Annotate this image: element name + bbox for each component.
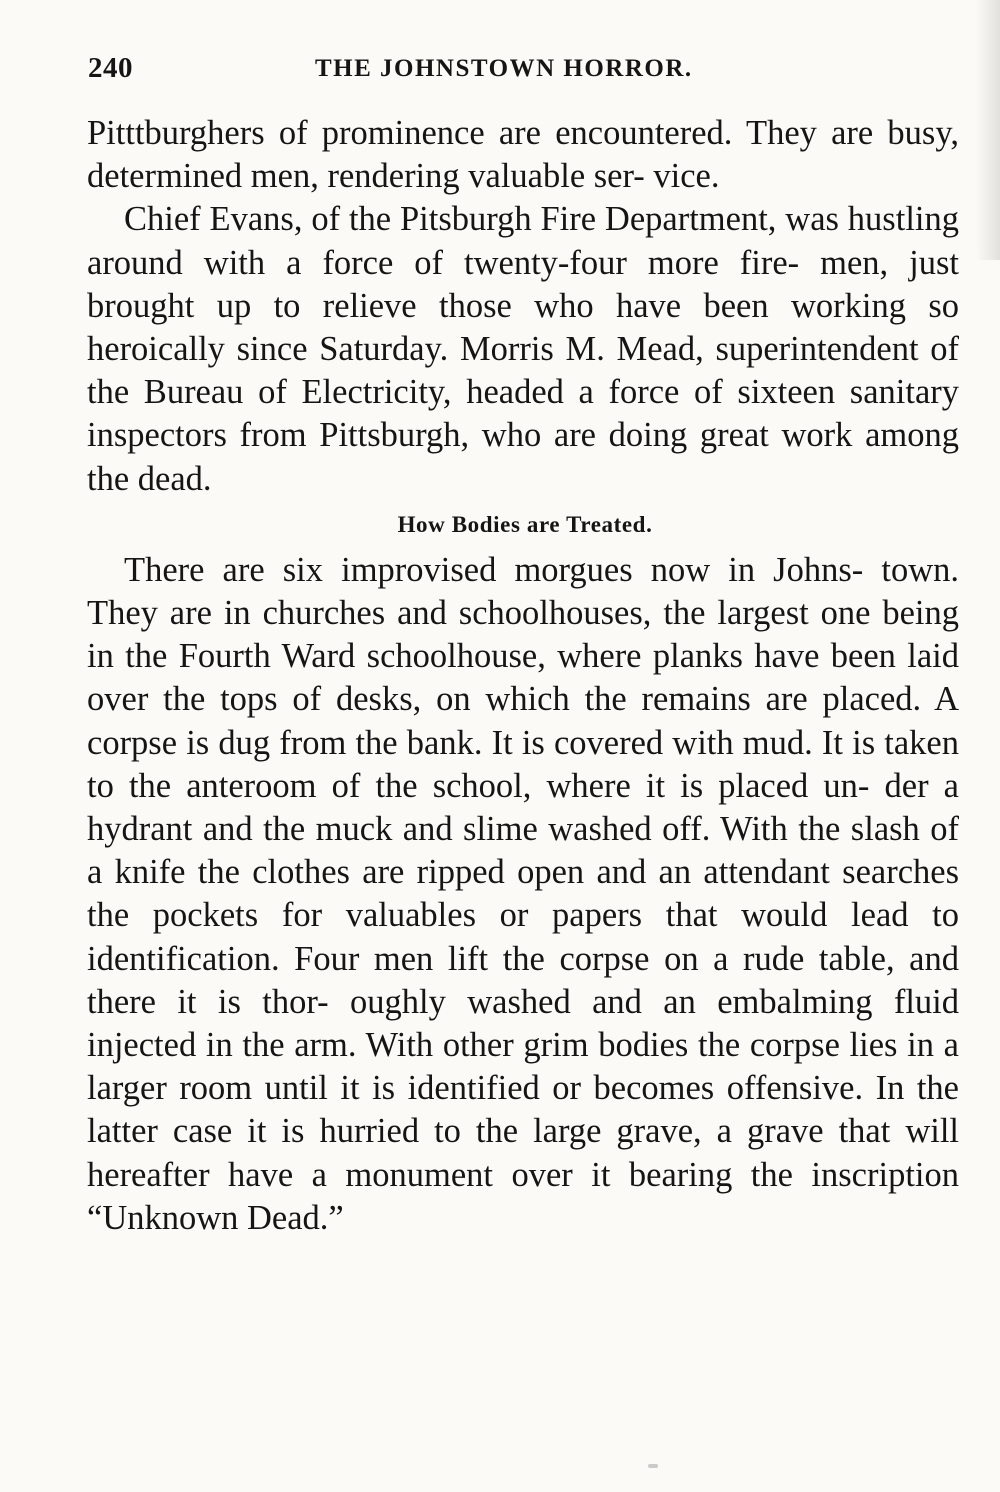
page-header	[88, 52, 958, 92]
paragraph-chief-evans: Chief Evans, of the Pitsburgh Fire Department, was hustling around with a force of twenty-four more fire- men, just brought up to relieve those who have been working so heroically since Saturday. Morris M. Mead, superintendent of the Bureau of Electricity, headed a force of sixteen sanitary inspectors from Pittsburgh, who are doing great work among the dead.	[87, 200, 959, 498]
running-title: THE JOHNSTOWN HORROR.	[315, 55, 693, 82]
page-number: 240	[88, 52, 133, 84]
paragraph-pittsburghers: Pitttburghers of prominence are encountered. They are busy, determined men, rendering valuable ser- vice.	[87, 114, 959, 196]
scan-speck	[648, 1464, 658, 1468]
paragraph-morgues: There are six improvised morgues now in Johns- town. They are in churches and schoolhouses, the largest one being in the Fourth Ward schoolhouse, where planks have been laid over the tops of desks, on which the remains are placed. A corpse is dug from the bank. It is covered with mud. It is taken to the anteroom of the school, where it is placed un- der a hydrant and the muck and slime washed off. With the slash of a knife the clothes are ripped open and an attendant searches the pockets for valuables or papers that would lead to identification. Four men lift the corpse on a rude table, and there it is thor- oughly washed and an embalming fluid injected in the arm. With other grim bodies the corpse lies in a larger room until it is identified or becomes offensive. In the latter case it is hurried to the large grave, a grave that will hereafter have a monument over it bearing the inscription “Unknown Dead.”	[87, 550, 959, 1237]
section-heading: How Bodies are Treated.	[397, 511, 653, 537]
scan-edge-shadow	[976, 0, 1000, 260]
article-body	[87, 112, 959, 1240]
